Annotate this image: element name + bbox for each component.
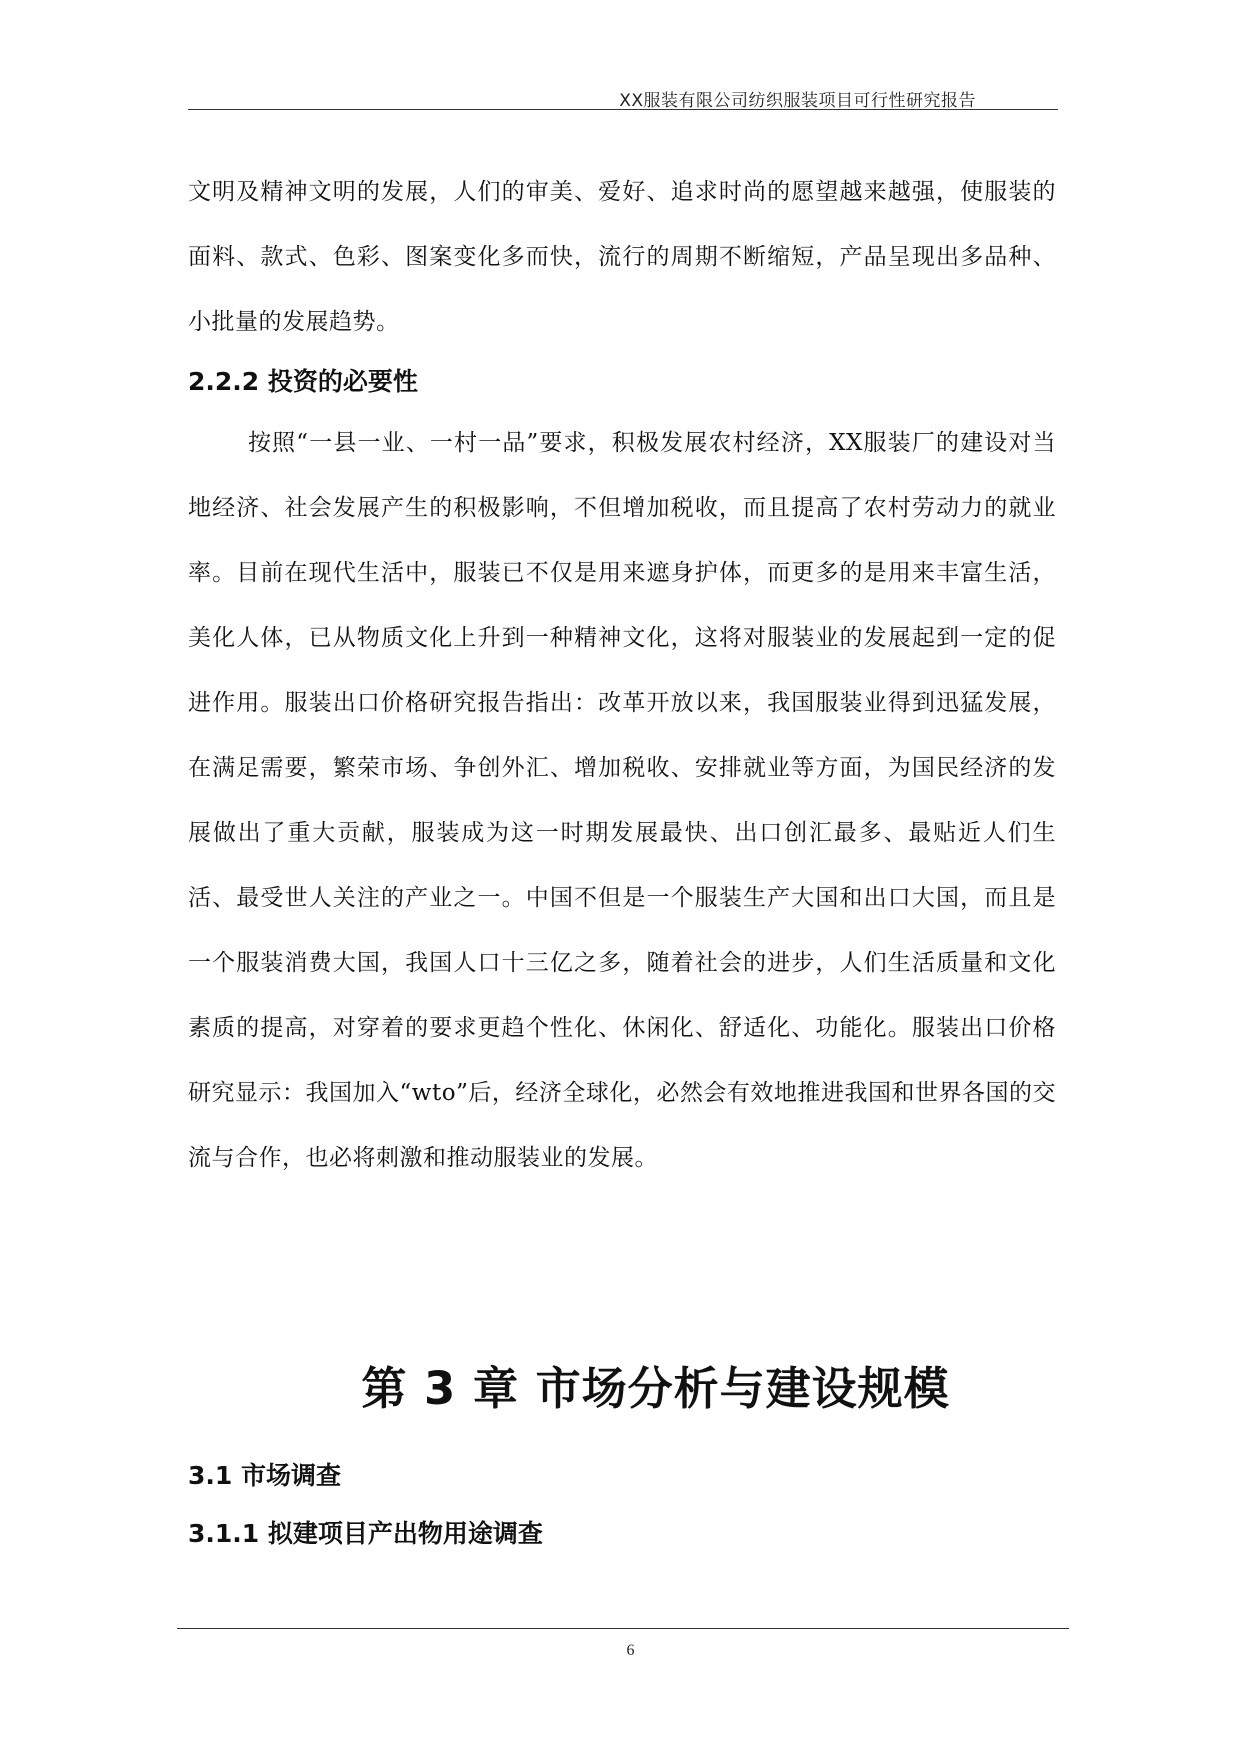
page-number: 6: [626, 1642, 635, 1659]
section-heading-3-1-1: 3.1.1 拟建项目产出物用途调查: [188, 1519, 543, 1548]
section-heading-3-1: 3.1 市场调查: [188, 1461, 341, 1490]
chapter-title: 第 3 章 市场分析与建设规模: [361, 1362, 950, 1416]
section-heading-2-2-2: 2.2.2 投资的必要性: [188, 367, 418, 396]
paragraph-block-2: [188, 411, 1056, 1191]
footer-rule: [177, 1628, 1069, 1629]
paragraph-block-1: [188, 160, 1056, 355]
header-rule: [188, 109, 1058, 110]
body-paragraph: 按照“一县一业、一村一品”要求，积极发展农村经济，XX服装厂的建设对当地经济、社会发展产生的积极影响，不但增加税收，而且提高了农村劳动力的就业率。目前在现代生活中，服装已不仅是用来遮身护体，而更多的是用来丰富生活，美化人体，已从物质文化上升到一种精神文化，这将对服装业的发展起到一定的促进作用。服装出口价格研究报告指出：改革开放以来，我国服装业得到迅猛发展，在满足需要，繁荣市场、争创外汇、增加税收、安排就业等方面，为国民经济的发展做出了重大贡献，服装成为这一时期发展最快、出口创汇最多、最贴近人们生活、最受世人关注的产业之一。中国不但是一个服装生产大国和出口大国，而且是一个服装消费大国，我国人口十三亿之多，随着社会的进步，人们生活质量和文化素质的提高，对穿着的要求更趋个性化、休闲化、舒适化、功能化。服装出口价格研究显示：我国加入“wto”后，经济全球化，必然会有效地推进我国和世界各国的交流与合作，也必将刺激和推动服装业的发展。: [188, 430, 1056, 1171]
running-header: XX服装有限公司纺织服装项目可行性研究报告: [619, 91, 976, 111]
body-paragraph: 文明及精神文明的发展，人们的审美、爱好、追求时尚的愿望越来越强，使服装的面料、款式、色彩、图案变化多而快，流行的周期不断缩短，产品呈现出多品种、小批量的发展趋势。: [188, 179, 1056, 335]
